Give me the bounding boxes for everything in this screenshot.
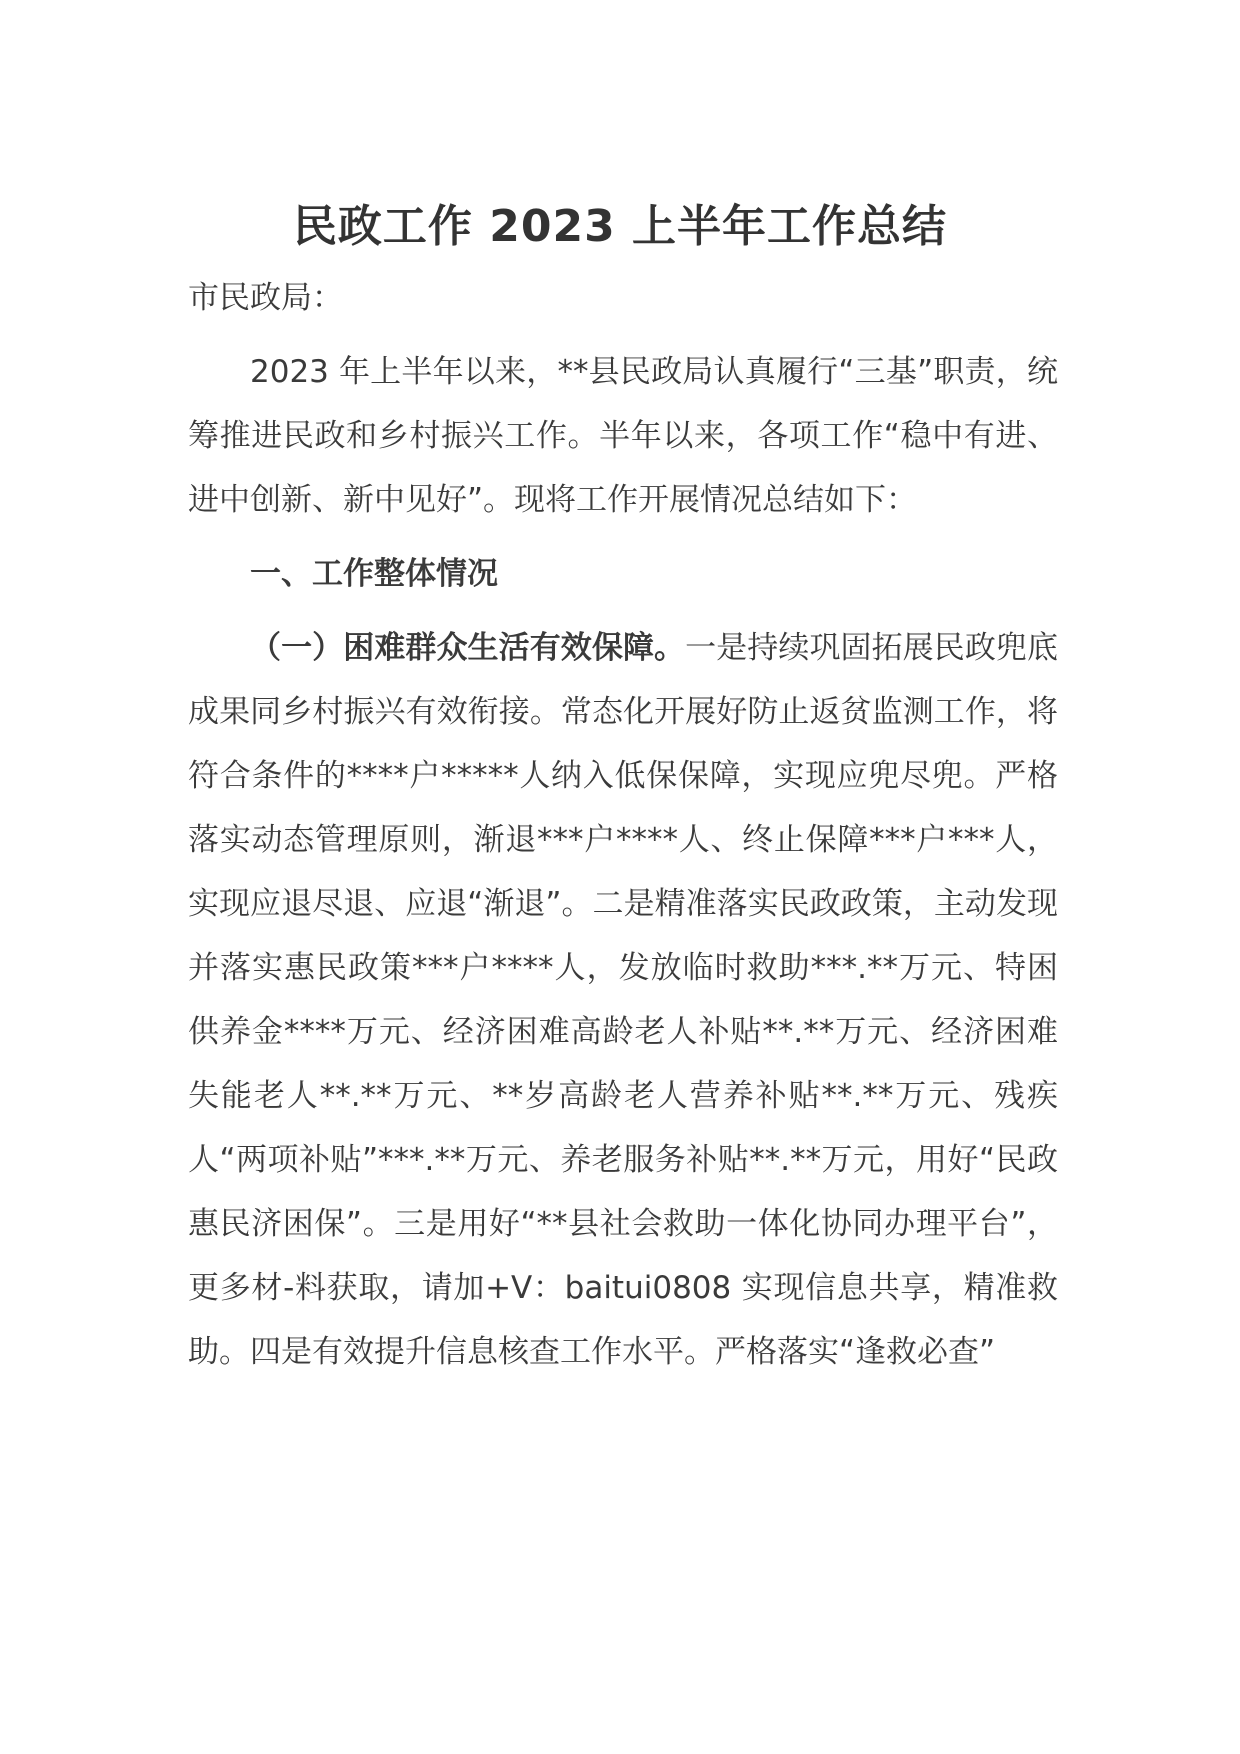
section-heading: 一、工作整体情况 [250,556,498,592]
intro-paragraph: 2023 年上半年以来，**县民政局认真履行“三基”职责，统筹推进民政和乡村振兴工作。半年以来，各项工作“稳中有进、进中创新、新中见好”。现将工作开展情况总结如下： [188,354,1058,518]
subsection-lead: （一）困难群众生活有效保障。 [250,630,686,666]
subsection-body: 一是持续巩固拓展民政兜底成果同乡村振兴有效衔接。常态化开展好防止返贫监测工作，将符合条件的****户*****人纳入低保保障，实现应兜尽兜。严格落实动态管理原则，渐退***户****人、终止保障***户***人，实现应退尽退、应退“渐退”。二是精准落实民政政策，主动发现并落实惠民政策***户****人，发放临时救助***.**万元、特困供养金****万元、经济困难高龄老人补贴**.**万元、经济困难失能老人**.**万元、**岁高龄老人营养补贴**.**万元、残疾人“两项补贴”***.**万元、养老服务补贴**.**万元，用好“民政惠民济困保”。三是用好“**县社会救助一体化协同办理平台”，更多材-料获取，请加+V：baitui0808 实现信息共享，精准救助。四是有效提升信息核查工作水平。严格落实“逢救必查” [188,630,1059,1370]
document-body [188,266,1058,1384]
document-title: 民政工作 2023 上半年工作总结 [292,201,948,252]
salutation: 市民政局： [188,280,343,316]
subsection-paragraph [188,616,1058,1384]
